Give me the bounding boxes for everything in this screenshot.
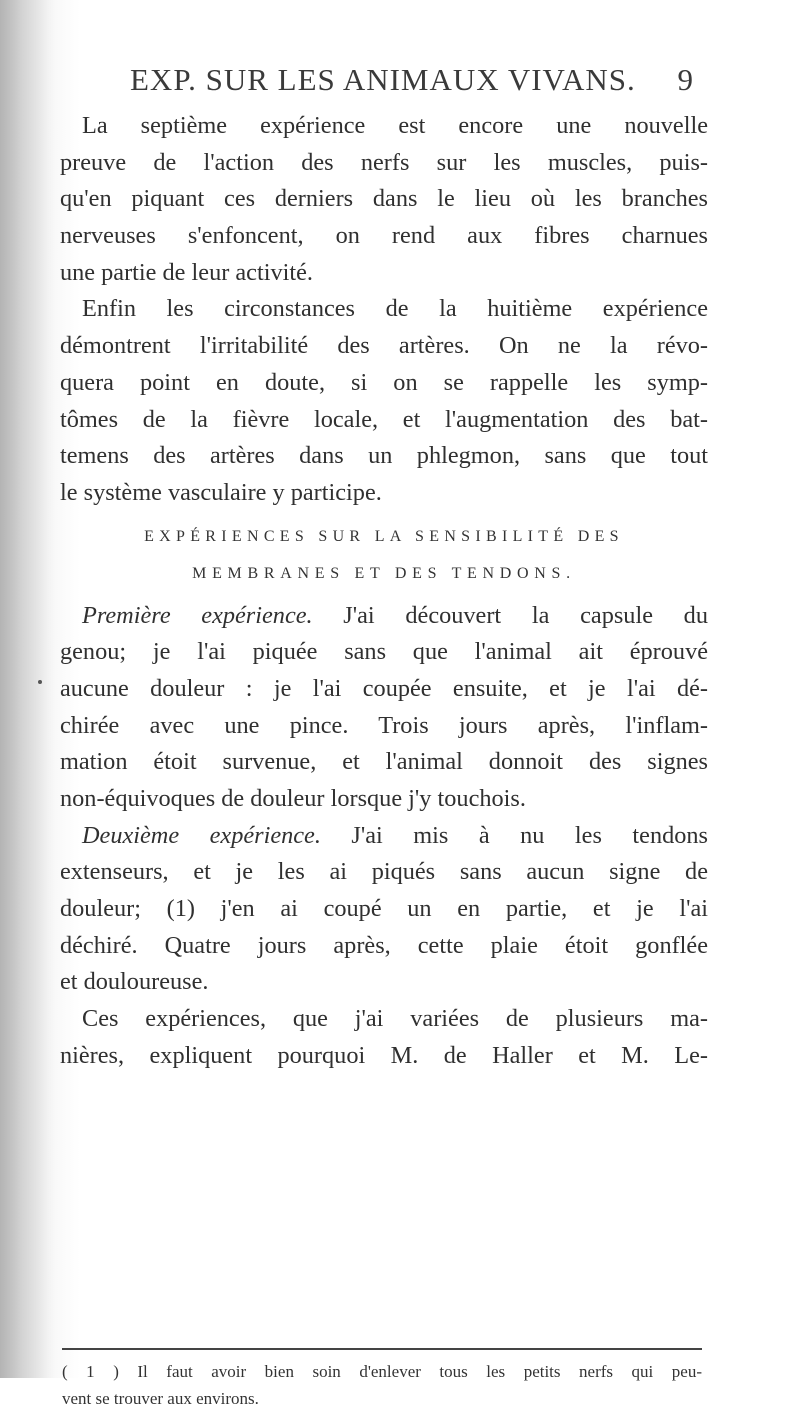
text-line: non-équivoques de douleur lorsque j'y touchois. <box>60 785 526 812</box>
text-line: aucune douleur : je l'ai coupée ensuite, et je l'ai dé- <box>60 674 708 702</box>
experiment-title: Première expérience. <box>82 601 313 629</box>
text-line: mation étoit survenue, et l'animal donnoit des signes <box>60 748 708 776</box>
text-line: nières, expliquent pourquoi M. de Haller et M. Le- <box>60 1041 708 1069</box>
spine-shadow <box>0 0 55 1378</box>
text-line: déchiré. Quatre jours après, cette plaie étoit gonflée <box>60 931 708 959</box>
footnote <box>62 1358 702 1412</box>
text-line: quera point en doute, si on se rappelle les symp- <box>60 368 708 396</box>
footnote-line: vent se trouver aux environs. <box>62 1389 259 1408</box>
text-line: temens des artères dans un phlegmon, sans que tout <box>60 442 708 470</box>
footnote-line: ( 1 ) Il faut avoir bien soin d'enlever tous les petits nerfs qui peu- <box>62 1362 702 1381</box>
running-head <box>130 62 694 102</box>
text-line: Enfin les circonstances de la huitième expérience <box>82 295 708 323</box>
footnote-rule <box>62 1348 702 1352</box>
text-line: et douloureuse. <box>60 968 209 996</box>
paragraph-4 <box>60 818 708 1001</box>
text-line: une partie de leur activité. <box>60 258 313 286</box>
text-line: démontrent l'irritabilité des artères. On ne la révo- <box>60 332 708 360</box>
section-heading-line: MEMBRANES ET DES TENDONS. <box>192 564 576 582</box>
text-run: J'ai mis à nu les tendons <box>320 821 708 849</box>
experiment-title: Deuxième expérience. <box>82 821 321 849</box>
section-heading <box>60 518 708 592</box>
text-line: nerveuses s'enfoncent, on rend aux fibres charnues <box>60 222 708 250</box>
text-line: douleur; (1) j'en ai coupé un en partie, et je l'ai <box>60 895 708 923</box>
section-heading-line: EXPÉRIENCES SUR LA SENSIBILITÉ DES <box>144 527 624 545</box>
text-line: extenseurs, et je les ai piqués sans aucun signe de <box>60 858 708 886</box>
paragraph-3 <box>60 598 708 818</box>
text-line: qu'en piquant ces derniers dans le lieu où les branches <box>60 185 708 213</box>
text-line: La septième expérience est encore une nouvelle <box>82 112 708 139</box>
text-line: le système vasculaire y participe. <box>60 478 382 506</box>
paragraph-1 <box>60 108 708 291</box>
text-line: Ces expériences, que j'ai variées de plusieurs ma- <box>82 1005 708 1033</box>
paragraph-5 <box>60 1001 708 1074</box>
body-text <box>60 108 708 1075</box>
text-line: preuve de l'action des nerfs sur les muscles, puis- <box>60 148 708 176</box>
text-line: genou; je l'ai piquée sans que l'animal ait éprouvé <box>60 638 708 666</box>
paragraph-2 <box>60 291 708 511</box>
ink-speck <box>38 680 42 684</box>
text-line <box>60 818 708 855</box>
running-head-title: EXP. SUR LES ANIMAUX VIVANS. <box>130 62 636 97</box>
text-line: chirée avec une pince. Trois jours après, l'inflam- <box>60 711 708 739</box>
text-line <box>60 598 708 635</box>
text-run: J'ai découvert la capsule du <box>312 601 708 629</box>
text-line: tômes de la fièvre locale, et l'augmentation des bat- <box>60 405 708 433</box>
page-number: 9 <box>677 62 694 97</box>
